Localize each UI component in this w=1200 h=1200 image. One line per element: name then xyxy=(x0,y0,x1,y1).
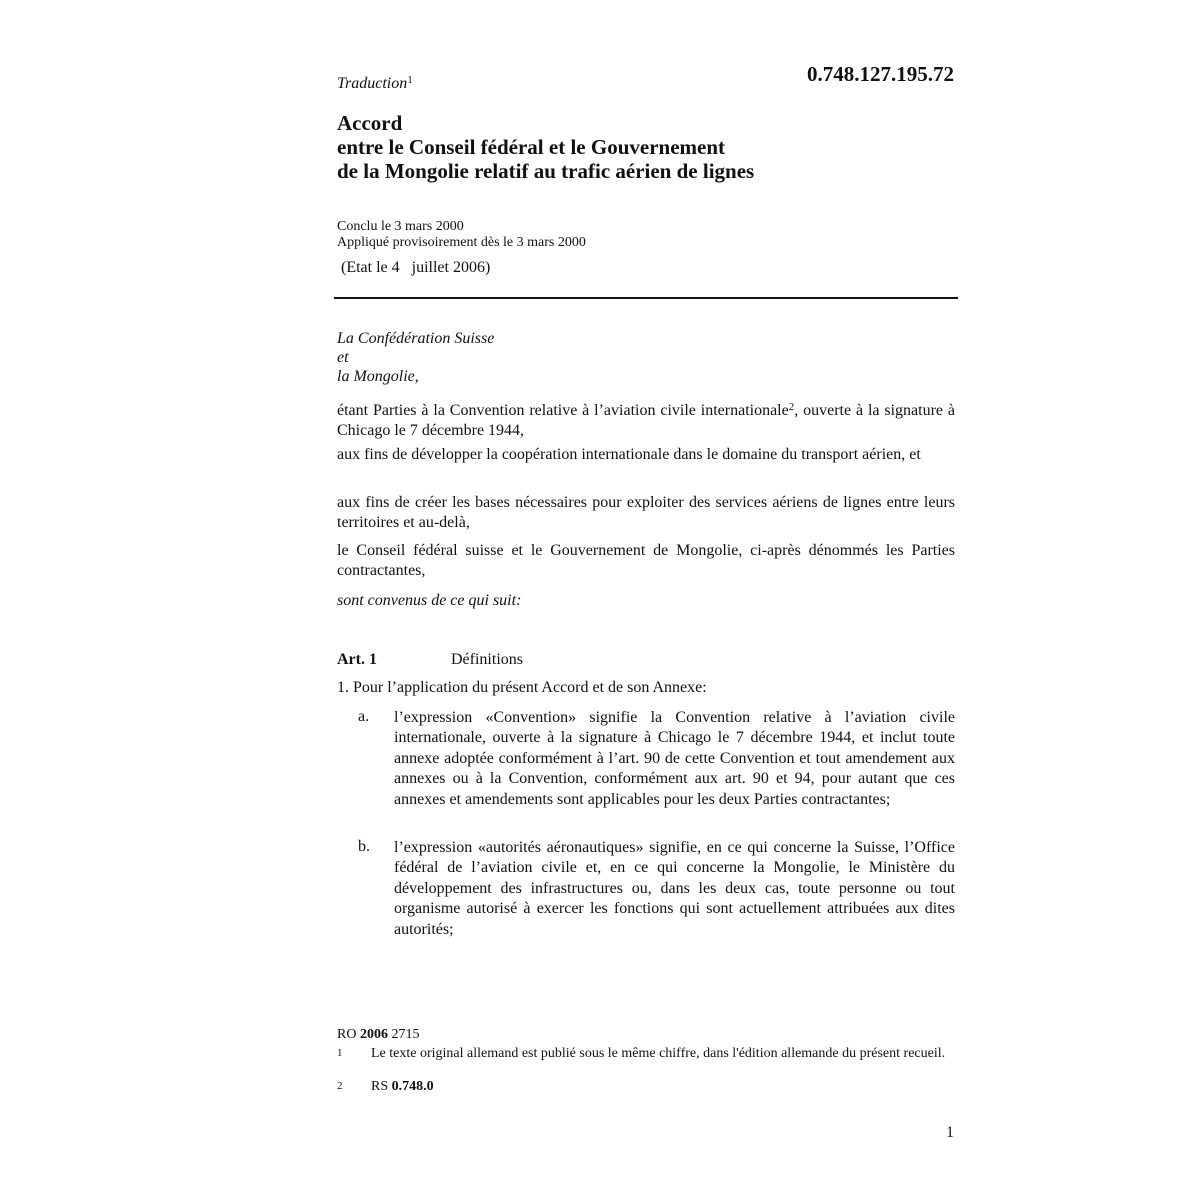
item-letter-b: b. xyxy=(358,838,370,855)
footnote-1-number: 1 xyxy=(337,1047,343,1059)
title-line-2: entre le Conseil fédéral et le Gouvernement xyxy=(337,135,725,159)
status-date: (Etat le 4 juillet 2006) xyxy=(341,259,491,276)
preamble-paragraph-1: étant Parties à la Convention relative à l’aviation civile internationale$^2$, ouverte à la signature à Chicago le 7 décembre 1944, xyxy=(337,401,955,439)
party-switzerland: La Confédération Suisse xyxy=(337,330,495,347)
header-divider xyxy=(334,297,958,299)
preamble-paragraph-3: aux fins de créer les bases nécessaires pour exploiter des services aériens de lignes entre leurs territoires et au-delà, xyxy=(337,494,955,531)
definition-convention: l’expression «Convention» signifie la Convention relative à l’aviation civile internationale, ouverte à la signature à Chicago le 7 décembre 1944, et inclut toute annexe adoptée conformément à l’art. 90 de cette Convention et tout amendement aux annexes ou à la Convention, conformément aux art. 90 et 94, pour autant que ces annexes et amendements sont applicables pour les deux Parties contractantes; xyxy=(394,709,955,808)
applied-date: Appliqué provisoirement dès le 3 mars 2000 xyxy=(337,235,586,250)
article-1-heading xyxy=(337,651,523,669)
footnote-2-text: RS 0.748.0 xyxy=(371,1079,434,1094)
article-number: Art. 1 xyxy=(337,651,377,668)
article-1-paragraph-1: 1. Pour l’application du présent Accord et de son Annexe: xyxy=(337,679,707,696)
item-letter-a: a. xyxy=(358,708,370,725)
document-label: Traduction$^1$ xyxy=(337,74,413,92)
article-title: Définitions xyxy=(451,651,523,668)
footnote-ref-1[interactable]: 1 xyxy=(407,74,413,86)
definition-aeronautical-authorities: l’expression «autorités aéronautiques» signifie, en ce qui concerne la Suisse, l’Office fédéral de l’aviation civile et, en ce qui concerne la Mongolie, le Ministère du développement des infrastructures ou, dans les deux cas, toute personne ou tout organisme autorisé à exercer les fonctions qui sont actuellement attribuées aux dites autorités; xyxy=(394,839,955,938)
document-title xyxy=(337,111,754,183)
footnote-ref-2[interactable]: 2 xyxy=(788,401,795,413)
party-conjunction: et xyxy=(337,349,349,366)
footnote-1-text: Le texte original allemand est publié sous le même chiffre, dans l'édition allemande du présent recueil. xyxy=(371,1046,946,1061)
footnote-2-number: 2 xyxy=(337,1080,343,1092)
preamble-agreement: sont convenus de ce qui suit: xyxy=(337,592,522,609)
preamble-paragraph-2: aux fins de développer la coopération internationale dans le domaine du transport aérien, et xyxy=(337,446,921,463)
rs-reference-link[interactable]: 0.748.0 xyxy=(391,1079,434,1094)
preamble-parties xyxy=(337,329,955,386)
party-mongolia: la Mongolie, xyxy=(337,368,419,385)
title-line-3: de la Mongolie relatif au trafic aérien de lignes xyxy=(337,159,755,183)
document-dates xyxy=(337,219,586,251)
page-number: 1 xyxy=(946,1124,954,1141)
title-line-1: Accord xyxy=(337,111,403,135)
preamble-paragraph-4: le Conseil fédéral suisse et le Gouvernement de Mongolie, ci-après dénommés les Parties contractantes, xyxy=(337,542,955,579)
document-number: 0.748.127.195.72 xyxy=(807,62,954,86)
concluded-date: Conclu le 3 mars 2000 xyxy=(337,219,464,234)
official-compilation-ref: RO 2006 2715 xyxy=(337,1027,420,1042)
